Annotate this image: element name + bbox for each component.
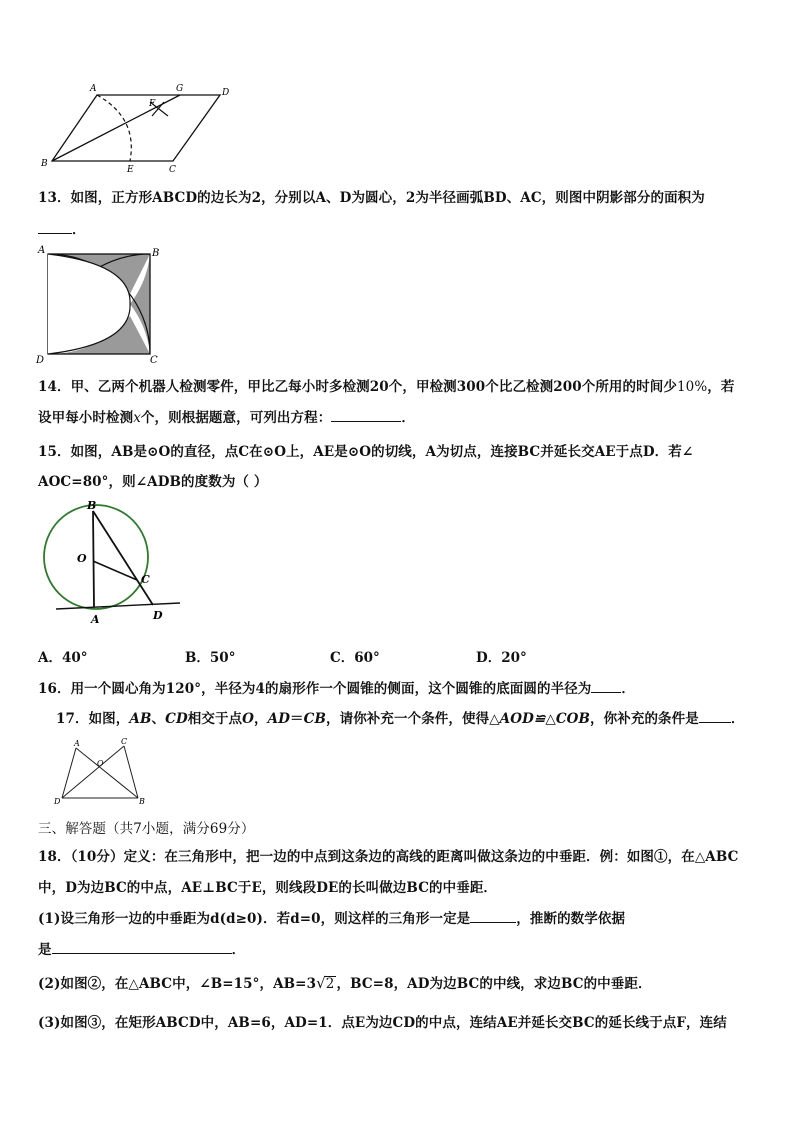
section-3-heading: 三、解答题（共7小题，满分69分） — [38, 821, 255, 837]
question-18-line-1: 18．（10分）定义：在三角形中，把一边的中点到这条边的高线的距离叫做这条边的中垂距．例：如图①，在△ABC — [38, 849, 739, 865]
q17-text-g: ， — [254, 711, 268, 727]
diameter-ab — [93, 511, 94, 607]
label-c: C — [141, 573, 150, 586]
question-18-line-2: 中，D为边BC的中点，AE⊥BC于E，则线段DE的长叫做边BC的中垂距． — [38, 880, 498, 896]
answer-blank-14[interactable] — [331, 408, 401, 422]
label-c: C — [150, 355, 158, 364]
answer-blank-17[interactable] — [699, 709, 731, 723]
circle-o — [44, 505, 148, 609]
question-14-end: ． — [401, 410, 415, 426]
q17-text-a: 17．如图， — [56, 711, 130, 727]
q17-text-i: ＝ — [290, 711, 304, 727]
question-18-part-1 — [38, 907, 625, 927]
question-17 — [56, 707, 744, 727]
q18-p2-text-a: (2)如图②，在△ABC中，∠B=15°，AB=3 — [38, 976, 317, 992]
figure-circle-tangent — [36, 497, 186, 625]
label-d: D — [153, 609, 163, 622]
question-14-line-2 — [38, 406, 415, 426]
question-15-line-1 — [38, 440, 693, 460]
segment-ab — [76, 748, 138, 798]
label-a: A — [74, 739, 80, 748]
question-14-text-d: 设甲每小时检测 — [38, 410, 134, 426]
arc-ae — [97, 95, 131, 161]
q17-text-f: O — [242, 711, 255, 727]
label-b: B — [41, 159, 48, 169]
answer-blank-18-2[interactable] — [52, 940, 232, 954]
q18-p2-radicand: 2 — [325, 976, 335, 992]
q18-p1-text-c: 是 — [38, 942, 52, 958]
label-b: B — [139, 797, 145, 806]
question-14-text-e: 个，则根据题意，可列出方程： — [140, 410, 332, 426]
q18-p1-text-a: (1)设三角形一边的中垂距为d(d≥0)．若d=0，则这样的三角形一定是 — [38, 911, 471, 927]
q17-text-b: AB — [129, 711, 152, 727]
label-a: A — [90, 84, 97, 94]
figure-parallelogram — [30, 80, 240, 175]
segment-cd — [62, 746, 124, 798]
question-13-end: ． — [72, 222, 86, 238]
figure-crossing-triangles — [52, 736, 152, 808]
label-c: C — [121, 737, 128, 746]
label-b: B — [87, 499, 97, 512]
sqrt-sign: √ — [316, 974, 326, 992]
label-a: A — [38, 245, 46, 256]
question-14-line-1 — [38, 375, 734, 395]
label-e: E — [127, 165, 134, 175]
q17-text-c: 、 — [151, 711, 166, 727]
q17-text-e: 相交于点 — [187, 711, 243, 727]
q17-text-n: ． — [730, 711, 745, 727]
label-b: B — [152, 248, 160, 259]
option-b[interactable]: B．50° — [185, 650, 236, 666]
segment-ad — [62, 748, 76, 798]
question-14-text-a: 14．甲、乙两个机器人检测零件，甲比乙每小时多检测20个，甲检测300个比乙检测200个所用的时间少 — [38, 379, 677, 395]
q18-p2-text-c: ，BC=8，AD为边BC的中线，求边BC的中垂距． — [336, 976, 652, 992]
question-16-end: ． — [621, 681, 636, 697]
question-13-answer-line — [38, 218, 86, 238]
question-15-text-1: 15．如图，AB是⊙O的直径，点C在⊙O上，AE是⊙O的切线，A为切点，连接BC并延长交AE于点D．若∠ — [38, 444, 694, 460]
question-18-part-3: (3)如图③，在矩形ABCD中，AB=6，AD=1．点E为边CD的中点，连结AE并延长交BC的延长线于点F，连结 — [38, 1015, 727, 1031]
question-13-text: 13．如图，正方形ABCD的边长为2，分别以A、D为圆心，2为半径画弧BD、AC，则图中阴影部分的面积为 — [38, 190, 705, 206]
question-15-text-2: AOC=80°，则∠ADB的度数为（ ） — [38, 474, 268, 490]
question-16-text: 16．用一个圆心角为120°，半径为4的扇形作一个圆锥的侧面，这个圆锥的底面圆的半径为 — [38, 681, 592, 697]
label-f: F — [149, 99, 156, 109]
q17-text-h: AD — [267, 711, 291, 727]
question-18-part-1-cont — [38, 938, 245, 958]
label-g: G — [176, 84, 184, 94]
label-o: O — [97, 759, 104, 768]
option-c[interactable]: C．60° — [330, 650, 380, 666]
answer-blank-13[interactable] — [38, 220, 72, 234]
label-d: D — [36, 355, 45, 364]
q18-p1-text-b: ，推断的数学依据 — [516, 911, 626, 927]
question-14-var-x: x — [133, 410, 141, 426]
label-d: D — [222, 88, 230, 98]
q18-p1-text-d: ． — [231, 942, 246, 958]
q17-text-k: ，请你补充一个条件，使得 — [326, 711, 490, 727]
question-13 — [38, 186, 705, 206]
answer-blank-18-1[interactable] — [470, 909, 516, 923]
question-14-percent: 10% — [676, 379, 708, 395]
label-o: O — [77, 552, 87, 565]
label-c: C — [169, 165, 176, 175]
answer-blank-16[interactable] — [591, 679, 621, 693]
option-a[interactable]: A．40° — [38, 650, 88, 666]
figure-square-arcs — [34, 244, 164, 364]
label-a: A — [91, 613, 100, 625]
q17-text-j: CB — [303, 711, 326, 727]
q17-text-m: ，你补充的条件是 — [590, 711, 699, 727]
segment-bd — [93, 511, 153, 605]
question-14-text-c: ，若 — [707, 379, 735, 395]
q17-text-d: CD — [165, 711, 188, 727]
q17-text-l: △AOD≌△COB — [489, 711, 591, 727]
segment-cb — [124, 746, 138, 798]
option-d[interactable]: D．20° — [476, 650, 527, 666]
question-18-part-2 — [38, 972, 652, 992]
question-15-line-2 — [38, 470, 267, 490]
label-d: D — [54, 797, 61, 806]
question-16 — [38, 677, 635, 697]
parallelogram-outline — [52, 95, 220, 161]
